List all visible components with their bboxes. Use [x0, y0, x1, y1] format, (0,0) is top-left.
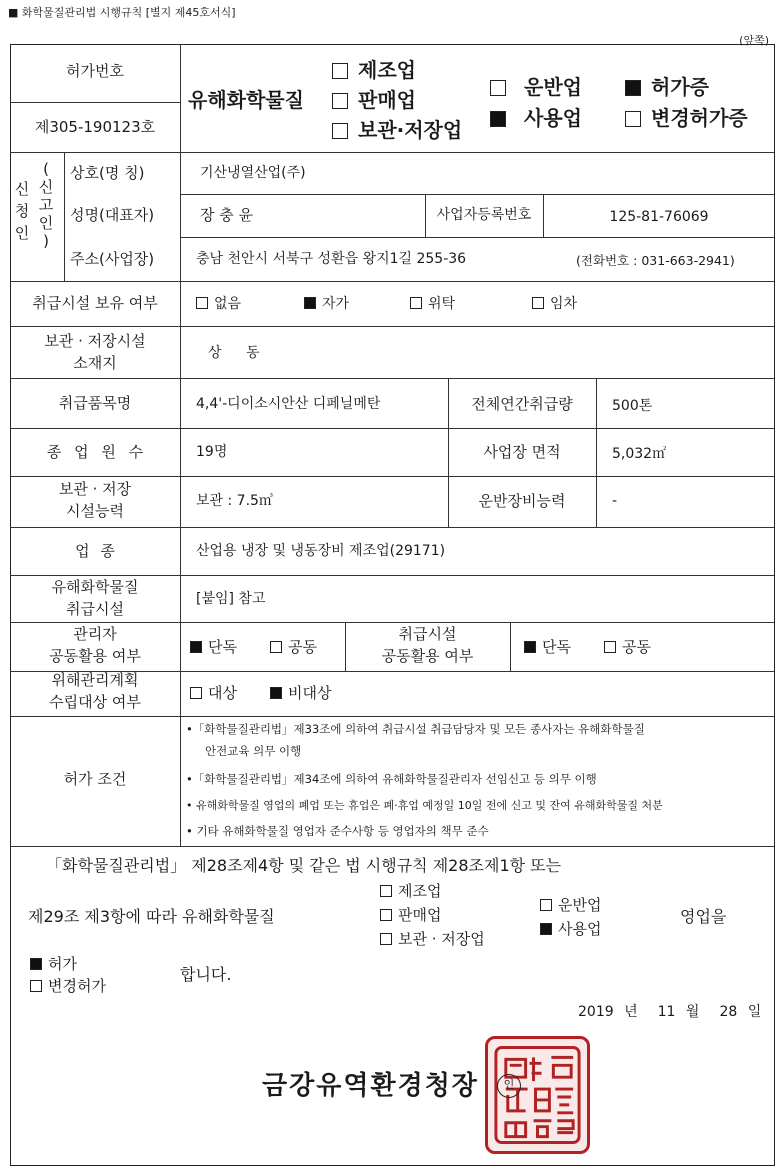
capacity-label-2: 시설능력	[66, 502, 124, 520]
condition-line: 안전교육 의무 이행	[205, 744, 302, 758]
checkbox-icon	[380, 885, 392, 897]
capacity-label: 보관 · 저장	[58, 480, 132, 498]
industry-label: 업 종	[75, 542, 115, 560]
statement-type-use	[540, 920, 601, 938]
storage-location: 상 동	[208, 345, 260, 361]
annual-quantity-label: 전체연간취급량	[471, 395, 573, 413]
permit-number-label: 허가번호	[66, 62, 124, 80]
statement-type-manufacture	[380, 882, 441, 900]
industry: 산업용 냉장 및 냉동장비 제조업(29171)	[196, 543, 446, 559]
checkbox-icon	[532, 297, 544, 309]
transport-capacity-label: 운반장비능력	[478, 492, 566, 510]
issuer-name: 금강유역환경청장	[262, 1071, 479, 1101]
option-label: 단독	[208, 638, 237, 656]
type-label: 사용업	[524, 106, 582, 130]
facility-joint	[604, 638, 651, 656]
action-permit	[30, 955, 77, 973]
permit-number: 제305-190123호	[34, 118, 156, 136]
statement-line-1: 「화학물질관리법」 제28조제4항 및 같은 법 시행규칙 제28조제1항 또는	[46, 856, 562, 875]
option-label: 위탁	[428, 296, 456, 312]
storage-location-label-2: 소재지	[73, 354, 117, 372]
hazard-facility-label-2: 취급시설	[66, 600, 124, 618]
checkbox-icon	[604, 641, 616, 653]
checked-box-icon	[540, 923, 552, 935]
option-label: 단독	[542, 638, 571, 656]
type-use	[490, 106, 582, 130]
type-manufacture	[332, 58, 416, 82]
checked-box-icon	[304, 297, 316, 309]
option-label: 없음	[214, 296, 242, 312]
address: 충남 천안시 서북구 성환읍 왕지1길 255-36	[196, 251, 467, 267]
month: 11	[657, 1004, 676, 1020]
business-suffix: 영업을	[680, 907, 727, 926]
option-label: 비대상	[288, 684, 332, 702]
manager-joint	[270, 638, 317, 656]
divider	[510, 622, 511, 671]
condition-line: • 유해화학물질 영업의 폐업 또는 휴업은 폐·휴업 예정일 10일 전에 신고 및 잔여 유해화학물질 처분	[186, 799, 663, 812]
divider	[10, 281, 775, 282]
action-change-permit	[30, 977, 106, 995]
divider	[180, 237, 775, 238]
ownership-none	[196, 295, 241, 313]
divider	[10, 846, 775, 847]
condition-line: • 기타 유해화학물질 영업자 준수사항 등 영업자의 책무 준수	[186, 824, 489, 838]
divider	[10, 326, 775, 327]
risk-plan-label-2: 수립대상 여부	[49, 693, 141, 711]
action-label: 허가	[48, 955, 77, 973]
checkbox-icon	[380, 933, 392, 945]
checkbox-icon	[30, 980, 42, 992]
item-label: 취급품목명	[58, 394, 132, 412]
checked-box-icon	[270, 687, 282, 699]
manager-shared-label-2: 공동활용 여부	[49, 647, 141, 665]
closing-text: 합니다.	[180, 965, 232, 984]
divider	[10, 428, 775, 429]
facility-sole	[524, 638, 571, 656]
divider	[596, 378, 597, 527]
hazard-facility-label: 유해화학물질	[51, 578, 139, 596]
type-label: 운반업	[524, 75, 582, 99]
option-label: 임차	[550, 296, 578, 312]
risk-plan-label: 위해관리계획	[51, 671, 139, 689]
type-label: 제조업	[398, 882, 442, 900]
facility-ownership-label: 취급시설 보유 여부	[32, 294, 158, 312]
statement-type-transport	[540, 896, 601, 914]
checked-box-icon	[524, 641, 536, 653]
kind-label: 변경허가증	[651, 106, 748, 130]
type-label: 판매업	[358, 88, 416, 112]
statement-type-storage	[380, 930, 485, 948]
substance-label: 유해화학물질	[188, 88, 304, 112]
seal-mark-icon: 인	[497, 1074, 521, 1098]
ownership-lease	[532, 295, 577, 313]
statement-line-2: 제29조 제3항에 따라 유해화학물질	[28, 907, 275, 926]
year-unit: 년	[624, 1004, 638, 1020]
item-name: 4,4'-디이소시안산 디페닐메탄	[196, 396, 381, 412]
checkbox-icon	[540, 899, 552, 911]
type-label: 사용업	[558, 920, 602, 938]
divider	[10, 575, 775, 576]
condition-line: •「화학물질관리법」제34조에 의하여 유해화학물질관리자 선임신고 등 의무 이행	[186, 772, 597, 786]
representative-label: 성명(대표자)	[70, 206, 155, 224]
risk-plan-non-target	[270, 684, 331, 702]
year: 2019	[578, 1004, 614, 1020]
day: 28	[719, 1004, 738, 1020]
checkbox-icon	[190, 687, 202, 699]
page-side-label: (앞쪽)	[739, 34, 769, 47]
option-label: 자가	[322, 296, 350, 312]
company-label: 상호(명 칭)	[70, 164, 145, 182]
site-area-label: 사업장 면적	[483, 443, 561, 461]
divider	[10, 378, 775, 379]
hazard-facility: [붙임] 참고	[196, 591, 266, 607]
ownership-consigned	[410, 295, 455, 313]
checked-box-icon	[190, 641, 202, 653]
checkbox-icon	[380, 909, 392, 921]
type-label: 제조업	[358, 58, 416, 82]
facility-shared-label: 취급시설	[398, 625, 457, 643]
site-area: 5,032㎡	[612, 446, 667, 462]
kind-label: 허가증	[651, 75, 709, 99]
checkbox-icon	[270, 641, 282, 653]
divider	[180, 194, 775, 195]
month-unit: 월	[685, 1004, 700, 1020]
divider	[180, 44, 181, 846]
option-label: 공동	[622, 638, 651, 656]
type-label: 운반업	[558, 896, 602, 914]
business-number-label: 사업자등록번호	[436, 207, 532, 223]
type-sales	[332, 88, 416, 112]
manager-sole	[190, 638, 237, 656]
checkbox-icon	[332, 93, 348, 109]
type-transport	[490, 75, 582, 99]
type-label: 보관·저장업	[358, 118, 463, 142]
representative-name: 장 충 윤	[200, 206, 254, 224]
divider	[10, 622, 775, 623]
checkbox-icon	[332, 63, 348, 79]
applicant-group-label-alt: ( 신 고 인 )	[38, 160, 54, 250]
manager-shared-label: 관리자	[73, 625, 117, 643]
option-label: 대상	[208, 684, 237, 702]
divider	[10, 152, 775, 153]
form-title: ■ 화학물질관리법 시행규칙 [별지 제45호서식]	[8, 6, 236, 19]
address-label: 주소(사업장)	[70, 250, 155, 268]
day-unit: 일	[747, 1004, 762, 1020]
condition-line: •「화학물질관리법」제33조에 의하여 취급시설 취급담당자 및 모든 종사자는 유해화학물질	[186, 722, 645, 736]
divider	[10, 716, 775, 717]
statement-type-sales	[380, 906, 441, 924]
checkbox-icon	[332, 123, 348, 139]
annual-quantity: 500톤	[612, 398, 653, 414]
type-label: 판매업	[398, 906, 442, 924]
checkbox-icon	[625, 111, 641, 127]
facility-shared-label-2: 공동활용 여부	[381, 647, 474, 665]
employees-count: 19명	[196, 444, 228, 460]
type-label: 보관 · 저장업	[398, 930, 485, 948]
checked-box-icon	[490, 111, 506, 127]
applicant-group-label: 신 청 인	[14, 180, 30, 242]
storage-capacity: 보관 : 7.5㎥	[196, 493, 273, 509]
divider	[64, 152, 65, 281]
action-label: 변경허가	[48, 977, 106, 995]
type-storage	[332, 118, 462, 142]
option-label: 공동	[288, 638, 317, 656]
employees-label: 종 업 원 수	[46, 443, 144, 461]
checked-box-icon	[30, 958, 42, 970]
transport-capacity: -	[612, 493, 618, 509]
kind-change-permit	[625, 106, 748, 130]
kind-permit	[625, 75, 709, 99]
issue-date	[578, 1003, 761, 1021]
checkbox-icon	[196, 297, 208, 309]
checkbox-icon	[490, 80, 506, 96]
divider	[10, 527, 775, 528]
risk-plan-target	[190, 684, 237, 702]
phone-number: (전화번호 : 031-663-2941)	[576, 253, 735, 268]
ownership-own	[304, 295, 349, 313]
company-name: 기산냉열산업(주)	[200, 165, 306, 181]
storage-location-label: 보관 · 저장시설	[44, 332, 146, 350]
divider	[10, 102, 180, 103]
conditions-label: 허가 조건	[63, 770, 127, 788]
divider	[10, 476, 775, 477]
checked-box-icon	[625, 80, 641, 96]
business-number: 125-81-76069	[609, 209, 709, 225]
checkbox-icon	[410, 297, 422, 309]
